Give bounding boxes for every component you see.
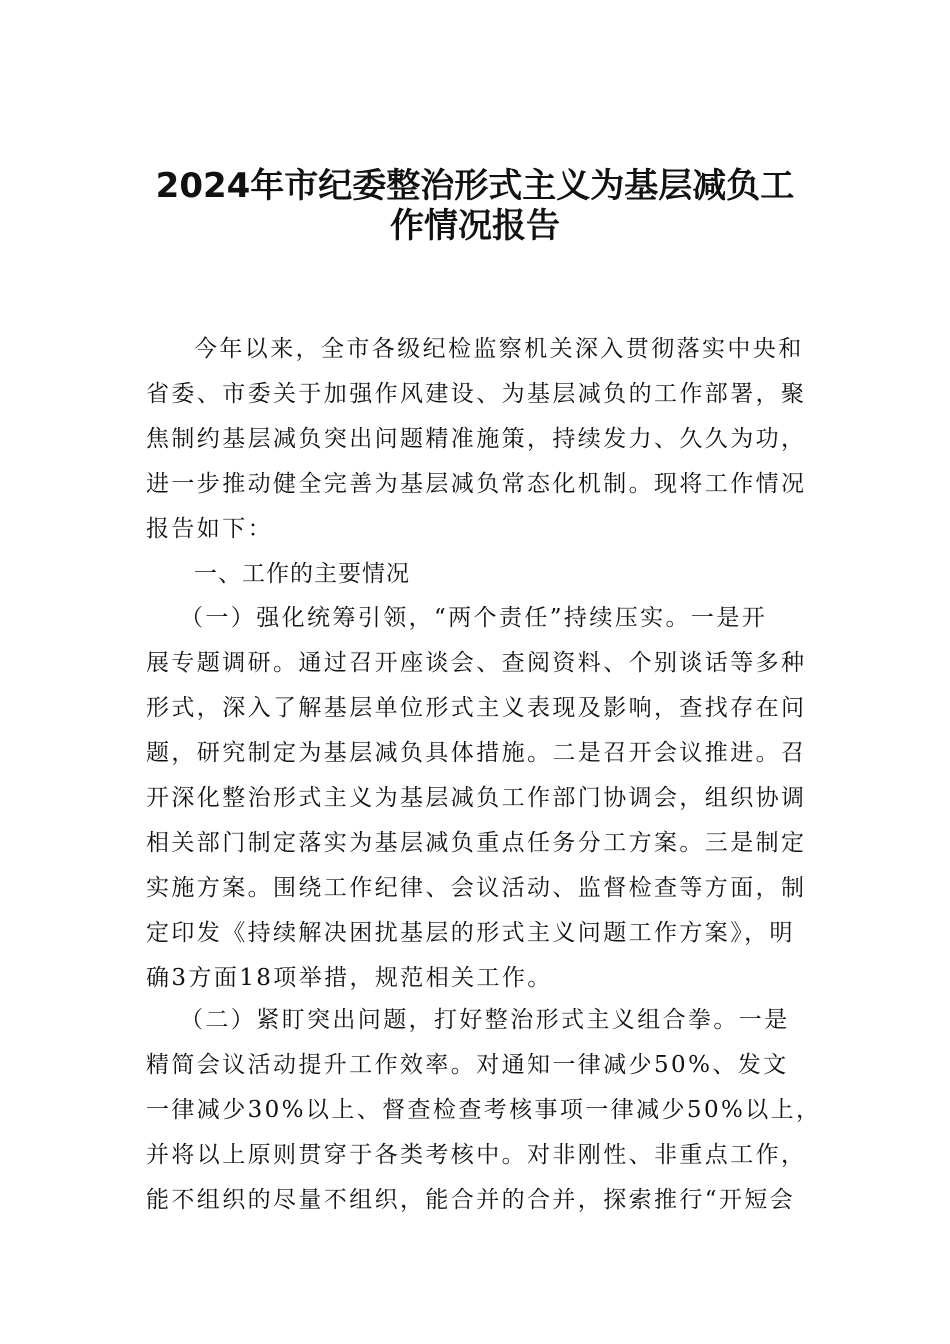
section-heading-1: 一、工作的主要情况 [194,561,410,587]
part2-line-1: （二）紧盯突出问题，打好整治形式主义组合拳。一是 [180,1007,790,1033]
part1-line-3: 形式，深入了解基层单位形式主义表现及影响，查找存在问 [146,695,807,721]
part1-line-9: 确3方面18项举措，规范相关工作。 [146,965,553,991]
document-title-line-2: 作情况报告 [390,206,560,246]
part2-line-4: 并将以上原则贯穿于各类考核中。对非刚性、非重点工作， [146,1142,807,1168]
part2-line-2: 精简会议活动提升工作效率。对通知一律减少50%、发文 [146,1052,789,1078]
intro-line-4: 进一步推动健全完善为基层减负常态化机制。现将工作情况 [146,471,807,497]
part1-line-2: 展专题调研。通过召开座谈会、查阅资料、个别谈话等多种 [146,650,807,676]
part1-line-8: 定印发《持续解决困扰基层的形式主义问题工作方案》，明 [146,920,795,946]
part1-line-7: 实施方案。围绕工作纪律、会议活动、监督检查等方面，制 [146,875,807,901]
document-title-line-1: 2024年市纪委整治形式主义为基层减负工 [155,166,795,206]
part1-line-4: 题，研究制定为基层减负具体措施。二是召开会议推进。召 [146,740,807,766]
part1-line-1: （一）强化统筹引领，“两个责任”持续压实。一是开 [180,605,768,631]
intro-line-5: 报告如下： [146,516,273,542]
part2-line-3: 一律减少30%以上、督查检查考核事项一律减少50%以上， [146,1097,822,1123]
part1-line-5: 开深化整治形式主义为基层减负工作部门协调会，组织协调 [146,785,807,811]
intro-line-3: 焦制约基层减负突出问题精准施策，持续发力、久久为功， [146,426,807,452]
part2-line-5: 能不组织的尽量不组织，能合并的合并，探索推行“开短会 [146,1187,796,1213]
intro-line-1: 今年以来，全市各级纪检监察机关深入贯彻落实中央和 [194,336,804,362]
intro-line-2: 省委、市委关于加强作风建设、为基层减负的工作部署，聚 [146,381,807,407]
part1-line-6: 相关部门制定落实为基层减负重点任务分工方案。三是制定 [146,830,807,856]
